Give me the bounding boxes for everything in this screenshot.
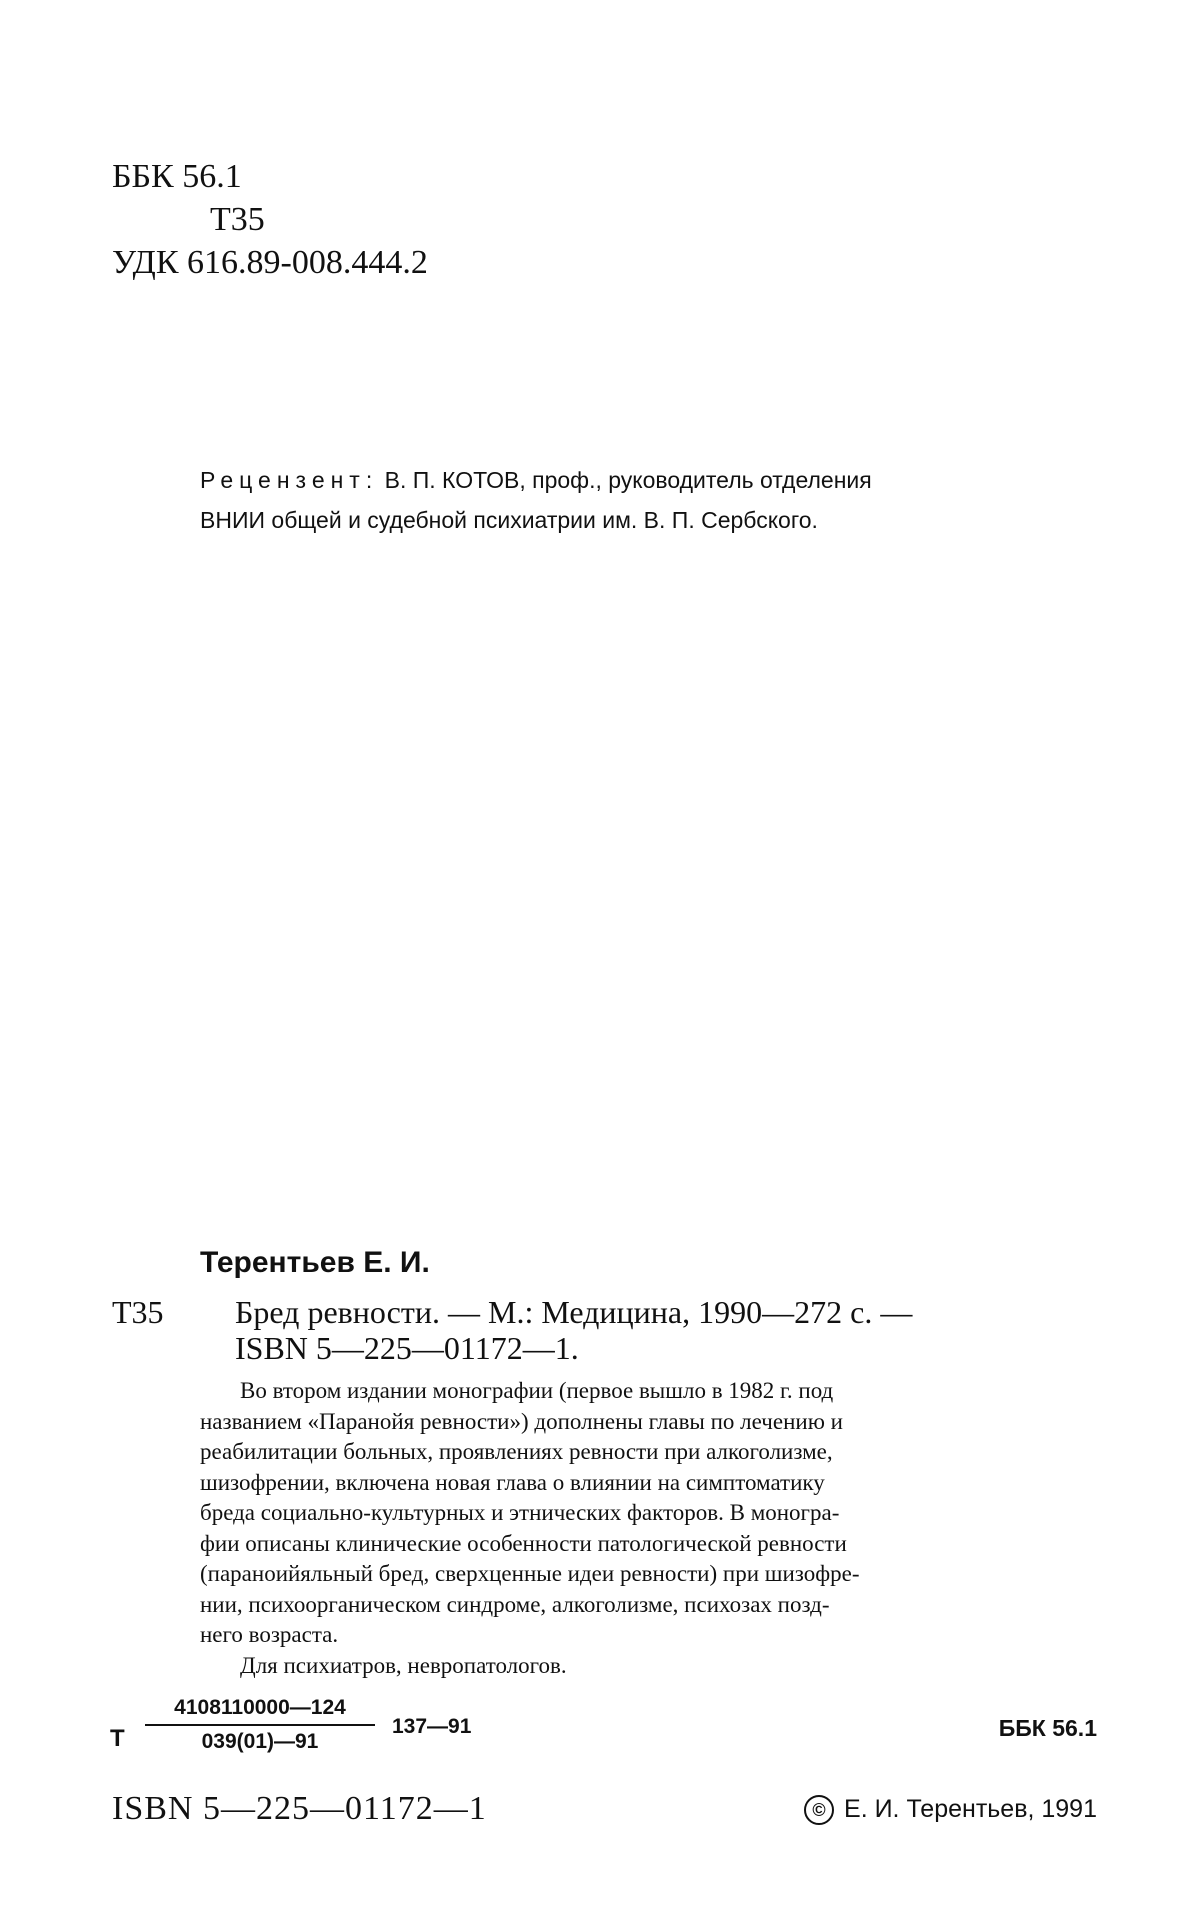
imprint-bbk: ББК 56.1 — [998, 1715, 1097, 1741]
annotation-line: шизофрении, включена новая глава о влиянии на симптоматику — [200, 1469, 825, 1495]
copyright — [804, 1795, 1097, 1825]
annotation-line: нии, психоорганическом синдроме, алкоголизме, психозах позд- — [200, 1591, 830, 1617]
reviewer-line-1 — [200, 460, 1100, 500]
annotation-line: фии описаны клинические особенности патологической ревности — [200, 1530, 847, 1556]
catalog-index: Т35 — [112, 1294, 164, 1330]
reviewer-text-1: В. П. КОТОВ, проф., руководитель отделения — [384, 467, 872, 493]
reviewer-label: Рецензент: — [200, 467, 379, 493]
annotation-line: бреда социально-культурных и этнических факторов. В моногра- — [200, 1500, 840, 1525]
annotation-line: названием «Паранойя ревности») дополнены главы по лечению и — [200, 1408, 843, 1434]
annotation-line: реабилитации больных, проявлениях ревности при алкоголизме, — [200, 1439, 833, 1464]
imprint-letter: Т — [110, 1725, 125, 1752]
isbn: ISBN 5—225—01172—1 — [112, 1790, 487, 1827]
catalog-author: Терентьев Е. И. — [200, 1246, 430, 1279]
copyright-icon: © — [804, 1795, 834, 1825]
copyright-text: Е. И. Терентьев, 1991 — [844, 1795, 1097, 1823]
imprint-fraction — [145, 1696, 375, 1754]
catalog-title-line-1: Бред ревности. — М.: Медицина, 1990—272 с. — — [235, 1294, 913, 1330]
imprint-numerator: 4108110000—124 — [145, 1696, 375, 1726]
annotation-line: (параноийяльный бред, сверхценные идеи ревности) при шизофре- — [200, 1561, 860, 1586]
reviewer-text-2: ВНИИ общей и судебной психиатрии им. В. П. Сербского. — [200, 507, 818, 533]
imprint-suffix: 137—91 — [392, 1715, 472, 1738]
imprint-denominator: 039(01)—91 — [201, 1730, 319, 1753]
catalog-title — [235, 1294, 912, 1366]
reviewer-block — [200, 460, 1100, 540]
annotation-line: него возраста. — [200, 1622, 339, 1647]
annotation-paragraph — [200, 1376, 1100, 1651]
annotation-audience: Для психиатров, невропатологов. — [240, 1652, 567, 1678]
annotation — [200, 1376, 1100, 1681]
annotation-line: Во втором издании монографии (первое вышло в 1982 г. под — [240, 1378, 834, 1403]
udk-code: УДК 616.89-008.444.2 — [112, 244, 428, 281]
bbk-code: ББК 56.1 — [112, 158, 242, 195]
catalog-isbn: ISBN 5—225—01172—1. — [235, 1330, 579, 1366]
author-mark: Т35 — [210, 201, 265, 238]
